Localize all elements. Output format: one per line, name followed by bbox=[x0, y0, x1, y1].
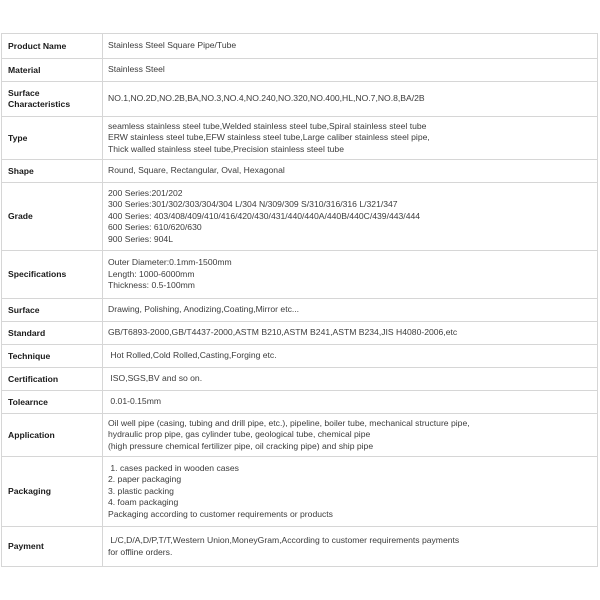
spec-value-line: (high pressure chemical fertilizer pipe, oil cracking pipe) and ship pipe bbox=[108, 440, 374, 451]
spec-label: Surface bbox=[2, 299, 103, 322]
spec-label: Tolearnce bbox=[2, 391, 103, 414]
spec-value-line: Outer Diameter:0.1mm-1500mm bbox=[108, 257, 232, 268]
spec-value-line: for offline orders. bbox=[108, 546, 173, 557]
spec-value bbox=[103, 59, 598, 82]
spec-value bbox=[103, 368, 598, 391]
spec-label: Standard bbox=[2, 322, 103, 345]
spec-value bbox=[103, 345, 598, 368]
spec-label: Shape bbox=[2, 160, 103, 183]
spec-label: Material bbox=[2, 59, 103, 82]
spec-value-line: 4. foam packaging bbox=[108, 497, 179, 508]
spec-label: Grade bbox=[2, 183, 103, 251]
spec-value bbox=[103, 527, 598, 567]
spec-value-line: Stainless Steel Square Pipe/Tube bbox=[108, 40, 237, 51]
spec-value bbox=[103, 251, 598, 299]
spec-value-line: 400 Series: 403/408/409/410/416/420/430/431/440/440A/440B/440C/439/443/444 bbox=[108, 210, 421, 221]
spec-value-line: GB/T6893-2000,GB/T4437-2000,ASTM B210,ASTM B241,ASTM B234,JIS H4080-2006,etc bbox=[108, 327, 458, 338]
spec-value-line: Round, Square, Rectangular, Oval, Hexagonal bbox=[108, 165, 285, 176]
spec-row-packaging bbox=[2, 457, 598, 527]
spec-row-product-name bbox=[2, 34, 598, 59]
spec-value bbox=[103, 160, 598, 183]
spec-value-line: 600 Series: 610/620/630 bbox=[108, 222, 202, 233]
spec-value-line: L/C,D/A,D/P,T/T,Western Union,MoneyGram,According to customer requirements payments bbox=[108, 535, 460, 546]
spec-row-material bbox=[2, 59, 598, 82]
spec-label: Payment bbox=[2, 527, 103, 567]
spec-label: Product Name bbox=[2, 34, 103, 59]
spec-value-line: 2. paper packaging bbox=[108, 474, 182, 485]
spec-value-line: Hot Rolled,Cold Rolled,Casting,Forging etc. bbox=[108, 350, 277, 361]
spec-row-certification bbox=[2, 368, 598, 391]
spec-row-shape bbox=[2, 160, 598, 183]
spec-row-tolerance bbox=[2, 391, 598, 414]
spec-label: Surface Characteristics bbox=[2, 82, 103, 117]
spec-value bbox=[103, 117, 598, 160]
spec-value-line: 0.01-0.15mm bbox=[108, 396, 162, 407]
spec-value-line: 3. plastic packing bbox=[108, 485, 174, 496]
spec-value-line: 1. cases packed in wooden cases bbox=[108, 462, 239, 473]
spec-value-line: 900 Series: 904L bbox=[108, 233, 173, 244]
spec-label: Certification bbox=[2, 368, 103, 391]
spec-label: Application bbox=[2, 414, 103, 457]
spec-value-line: Length: 1000-6000mm bbox=[108, 268, 195, 279]
spec-value-line: Thick walled stainless steel tube,Precision stainless steel tube bbox=[108, 143, 344, 154]
spec-value bbox=[103, 82, 598, 117]
spec-value-line: Packaging according to customer requirements or products bbox=[108, 508, 333, 519]
spec-row-surface-characteristics bbox=[2, 82, 598, 117]
spec-value-line: Thickness: 0.5-100mm bbox=[108, 280, 195, 291]
spec-value bbox=[103, 414, 598, 457]
spec-row-grade bbox=[2, 183, 598, 251]
spec-value-line: Drawing, Polishing, Anodizing,Coating,Mirror etc... bbox=[108, 304, 300, 315]
spec-value-line: NO.1,NO.2D,NO.2B,BA,NO.3,NO.4,NO.240,NO.320,NO.400,HL,NO.7,NO.8,BA/2B bbox=[108, 93, 425, 104]
spec-value bbox=[103, 299, 598, 322]
product-spec-table bbox=[1, 33, 598, 567]
spec-label: Type bbox=[2, 117, 103, 160]
spec-value bbox=[103, 183, 598, 251]
spec-row-type bbox=[2, 117, 598, 160]
spec-value-line: ISO,SGS,BV and so on. bbox=[108, 373, 203, 384]
spec-value-line: ERW stainless steel tube,EFW stainless steel tube,Large caliber stainless steel pipe, bbox=[108, 132, 430, 143]
spec-value bbox=[103, 457, 598, 527]
spec-row-surface bbox=[2, 299, 598, 322]
spec-row-standard bbox=[2, 322, 598, 345]
spec-value bbox=[103, 322, 598, 345]
spec-value-line: hydraulic prop pipe, gas cylinder tube, geological tube, chemical pipe bbox=[108, 429, 371, 440]
spec-value bbox=[103, 34, 598, 59]
spec-label: Technique bbox=[2, 345, 103, 368]
spec-label: Packaging bbox=[2, 457, 103, 527]
spec-row-technique bbox=[2, 345, 598, 368]
spec-value bbox=[103, 391, 598, 414]
spec-row-payment bbox=[2, 527, 598, 567]
spec-value-line: Stainless Steel bbox=[108, 64, 165, 75]
spec-value-line: seamless stainless steel tube,Welded stainless steel tube,Spiral stainless steel tube bbox=[108, 120, 427, 131]
spec-row-application bbox=[2, 414, 598, 457]
spec-value-line: 200 Series:201/202 bbox=[108, 187, 183, 198]
spec-row-specifications bbox=[2, 251, 598, 299]
spec-value-line: 300 Series:301/302/303/304/304 L/304 N/309/309 S/310/316/316 L/321/347 bbox=[108, 199, 398, 210]
spec-label: Specifications bbox=[2, 251, 103, 299]
spec-value-line: Oil well pipe (casing, tubing and drill pipe, etc.), pipeline, boiler tube, mechanical structure pipe, bbox=[108, 417, 470, 428]
